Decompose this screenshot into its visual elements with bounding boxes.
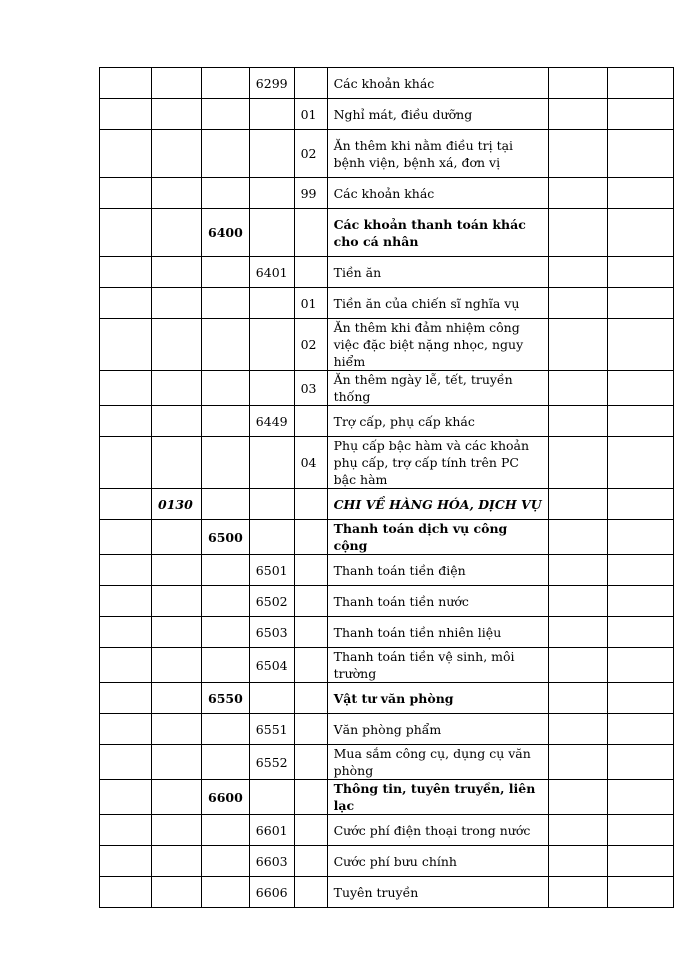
blank-cell-right — [607, 520, 673, 555]
description-cell: Trợ cấp, phụ cấp khác — [327, 406, 548, 437]
blank-cell-right — [548, 520, 607, 555]
muc-code-cell — [249, 209, 294, 257]
loai-code-cell — [152, 99, 202, 130]
blank-cell-right — [607, 815, 673, 846]
description-cell: Ăn thêm khi nằm điều trị tại bệnh viện, bệnh xá, đơn vị — [327, 130, 548, 178]
nhom-code-cell — [202, 877, 250, 908]
blank-cell-right — [548, 288, 607, 319]
tieumuc-code-cell: 03 — [294, 371, 327, 406]
blank-cell-right — [607, 714, 673, 745]
description-cell: CHI VỀ HÀNG HÓA, DỊCH VỤ — [327, 489, 548, 520]
muc-code-cell — [249, 489, 294, 520]
blank-cell-right — [548, 846, 607, 877]
loai-code-cell — [152, 319, 202, 371]
nhom-code-cell — [202, 555, 250, 586]
blank-cell-right — [607, 489, 673, 520]
blank-cell-right — [548, 780, 607, 815]
loai-code-cell — [152, 209, 202, 257]
loai-code-cell — [152, 68, 202, 99]
blank-cell-right — [607, 371, 673, 406]
description-cell: Thông tin, tuyên truyền, liên lạc — [327, 780, 548, 815]
description-cell: Tiền ăn — [327, 257, 548, 288]
nhom-code-cell — [202, 371, 250, 406]
budget-code-table — [99, 67, 674, 908]
loai-code-cell — [152, 288, 202, 319]
table-row — [100, 846, 674, 877]
blank-cell-right — [607, 406, 673, 437]
blank-cell-left — [100, 520, 152, 555]
description-cell: Phụ cấp bậc hàm và các khoản phụ cấp, trợ cấp tính trên PC bậc hàm — [327, 437, 548, 489]
blank-cell-left — [100, 437, 152, 489]
table-row — [100, 489, 674, 520]
muc-code-cell: 6503 — [249, 617, 294, 648]
table-row — [100, 683, 674, 714]
table-row — [100, 555, 674, 586]
tieumuc-code-cell — [294, 209, 327, 257]
blank-cell-right — [548, 555, 607, 586]
blank-cell-left — [100, 877, 152, 908]
loai-code-cell — [152, 257, 202, 288]
description-cell: Ăn thêm ngày lễ, tết, truyền thống — [327, 371, 548, 406]
table-row — [100, 714, 674, 745]
muc-code-cell — [249, 437, 294, 489]
nhom-code-cell — [202, 288, 250, 319]
blank-cell-right — [548, 130, 607, 178]
blank-cell-right — [548, 257, 607, 288]
blank-cell-right — [607, 209, 673, 257]
blank-cell-right — [548, 406, 607, 437]
muc-code-cell — [249, 780, 294, 815]
table-row — [100, 815, 674, 846]
loai-code-cell — [152, 815, 202, 846]
description-cell: Thanh toán tiền nhiên liệu — [327, 617, 548, 648]
blank-cell-right — [607, 68, 673, 99]
blank-cell-right — [548, 617, 607, 648]
description-cell: Cước phí bưu chính — [327, 846, 548, 877]
blank-cell-right — [548, 68, 607, 99]
blank-cell-left — [100, 178, 152, 209]
table-row — [100, 617, 674, 648]
blank-cell-left — [100, 714, 152, 745]
tieumuc-code-cell — [294, 68, 327, 99]
table-row — [100, 648, 674, 683]
blank-cell-right — [607, 288, 673, 319]
description-cell: Các khoản thanh toán khác cho cá nhân — [327, 209, 548, 257]
blank-cell-left — [100, 99, 152, 130]
table-row — [100, 780, 674, 815]
tieumuc-code-cell — [294, 406, 327, 437]
blank-cell-right — [548, 877, 607, 908]
loai-code-cell — [152, 371, 202, 406]
nhom-code-cell — [202, 130, 250, 178]
muc-code-cell — [249, 371, 294, 406]
tieumuc-code-cell — [294, 877, 327, 908]
loai-code-cell — [152, 555, 202, 586]
loai-code-cell — [152, 406, 202, 437]
muc-code-cell — [249, 520, 294, 555]
blank-cell-left — [100, 683, 152, 714]
blank-cell-right — [548, 648, 607, 683]
loai-code-cell: 0130 — [152, 489, 202, 520]
blank-cell-right — [607, 683, 673, 714]
muc-code-cell: 6552 — [249, 745, 294, 780]
blank-cell-left — [100, 288, 152, 319]
nhom-code-cell — [202, 586, 250, 617]
blank-cell-left — [100, 617, 152, 648]
tieumuc-code-cell: 04 — [294, 437, 327, 489]
loai-code-cell — [152, 178, 202, 209]
blank-cell-right — [548, 209, 607, 257]
tieumuc-code-cell: 01 — [294, 288, 327, 319]
muc-code-cell: 6401 — [249, 257, 294, 288]
blank-cell-left — [100, 209, 152, 257]
table-row — [100, 406, 674, 437]
loai-code-cell — [152, 617, 202, 648]
blank-cell-right — [548, 683, 607, 714]
blank-cell-right — [607, 586, 673, 617]
blank-cell-right — [548, 586, 607, 617]
blank-cell-left — [100, 648, 152, 683]
blank-cell-right — [607, 257, 673, 288]
blank-cell-right — [548, 815, 607, 846]
tieumuc-code-cell — [294, 846, 327, 877]
tieumuc-code-cell: 99 — [294, 178, 327, 209]
table-row — [100, 99, 674, 130]
blank-cell-left — [100, 555, 152, 586]
muc-code-cell: 6504 — [249, 648, 294, 683]
tieumuc-code-cell — [294, 555, 327, 586]
table-row — [100, 130, 674, 178]
nhom-code-cell — [202, 178, 250, 209]
blank-cell-right — [548, 319, 607, 371]
blank-cell-right — [607, 99, 673, 130]
nhom-code-cell — [202, 489, 250, 520]
nhom-code-cell — [202, 815, 250, 846]
muc-code-cell: 6606 — [249, 877, 294, 908]
blank-cell-left — [100, 68, 152, 99]
loai-code-cell — [152, 846, 202, 877]
description-cell: Mua sắm công cụ, dụng cụ văn phòng — [327, 745, 548, 780]
description-cell: Thanh toán tiền vệ sinh, môi trường — [327, 648, 548, 683]
loai-code-cell — [152, 648, 202, 683]
blank-cell-right — [607, 745, 673, 780]
description-cell: Tiền ăn của chiến sĩ nghĩa vụ — [327, 288, 548, 319]
blank-cell-right — [607, 319, 673, 371]
nhom-code-cell — [202, 714, 250, 745]
blank-cell-right — [548, 489, 607, 520]
nhom-code-cell — [202, 617, 250, 648]
table-row — [100, 209, 674, 257]
tieumuc-code-cell — [294, 714, 327, 745]
nhom-code-cell: 6500 — [202, 520, 250, 555]
blank-cell-right — [548, 99, 607, 130]
description-cell: Các khoản khác — [327, 68, 548, 99]
blank-cell-right — [607, 437, 673, 489]
tieumuc-code-cell — [294, 586, 327, 617]
blank-cell-left — [100, 130, 152, 178]
description-cell: Tuyên truyền — [327, 877, 548, 908]
blank-cell-right — [607, 555, 673, 586]
nhom-code-cell — [202, 406, 250, 437]
nhom-code-cell — [202, 68, 250, 99]
loai-code-cell — [152, 683, 202, 714]
blank-cell-right — [607, 780, 673, 815]
table-row — [100, 877, 674, 908]
blank-cell-right — [607, 877, 673, 908]
muc-code-cell: 6501 — [249, 555, 294, 586]
tieumuc-code-cell — [294, 617, 327, 648]
tieumuc-code-cell: 02 — [294, 319, 327, 371]
tieumuc-code-cell: 02 — [294, 130, 327, 178]
tieumuc-code-cell — [294, 520, 327, 555]
muc-code-cell: 6603 — [249, 846, 294, 877]
loai-code-cell — [152, 586, 202, 617]
table-row — [100, 257, 674, 288]
blank-cell-right — [607, 178, 673, 209]
table-row — [100, 586, 674, 617]
description-cell: Ăn thêm khi đảm nhiệm công việc đặc biệt nặng nhọc, nguy hiểm — [327, 319, 548, 371]
blank-cell-right — [548, 745, 607, 780]
description-cell: Thanh toán dịch vụ công cộng — [327, 520, 548, 555]
blank-cell-left — [100, 257, 152, 288]
description-cell: Thanh toán tiền điện — [327, 555, 548, 586]
blank-cell-right — [607, 846, 673, 877]
muc-code-cell — [249, 99, 294, 130]
nhom-code-cell — [202, 257, 250, 288]
table-row — [100, 178, 674, 209]
loai-code-cell — [152, 745, 202, 780]
tieumuc-code-cell — [294, 780, 327, 815]
nhom-code-cell — [202, 437, 250, 489]
muc-code-cell: 6551 — [249, 714, 294, 745]
blank-cell-left — [100, 745, 152, 780]
muc-code-cell: 6449 — [249, 406, 294, 437]
blank-cell-left — [100, 586, 152, 617]
table-row — [100, 745, 674, 780]
nhom-code-cell — [202, 846, 250, 877]
description-cell: Các khoản khác — [327, 178, 548, 209]
nhom-code-cell — [202, 648, 250, 683]
tieumuc-code-cell — [294, 683, 327, 714]
loai-code-cell — [152, 877, 202, 908]
tieumuc-code-cell — [294, 815, 327, 846]
table-row — [100, 288, 674, 319]
muc-code-cell: 6299 — [249, 68, 294, 99]
loai-code-cell — [152, 520, 202, 555]
tieumuc-code-cell — [294, 745, 327, 780]
muc-code-cell — [249, 683, 294, 714]
blank-cell-right — [607, 617, 673, 648]
loai-code-cell — [152, 437, 202, 489]
tieumuc-code-cell: 01 — [294, 99, 327, 130]
table-row — [100, 437, 674, 489]
description-cell: Văn phòng phẩm — [327, 714, 548, 745]
blank-cell-left — [100, 406, 152, 437]
table-row — [100, 68, 674, 99]
blank-cell-left — [100, 815, 152, 846]
tieumuc-code-cell — [294, 257, 327, 288]
blank-cell-left — [100, 319, 152, 371]
nhom-code-cell: 6600 — [202, 780, 250, 815]
blank-cell-left — [100, 780, 152, 815]
nhom-code-cell: 6550 — [202, 683, 250, 714]
nhom-code-cell — [202, 99, 250, 130]
loai-code-cell — [152, 714, 202, 745]
loai-code-cell — [152, 130, 202, 178]
muc-code-cell: 6601 — [249, 815, 294, 846]
description-cell: Vật tư văn phòng — [327, 683, 548, 714]
tieumuc-code-cell — [294, 648, 327, 683]
blank-cell-right — [607, 648, 673, 683]
muc-code-cell: 6502 — [249, 586, 294, 617]
table-row — [100, 319, 674, 371]
nhom-code-cell — [202, 745, 250, 780]
blank-cell-right — [548, 714, 607, 745]
description-cell: Thanh toán tiền nước — [327, 586, 548, 617]
blank-cell-right — [548, 371, 607, 406]
muc-code-cell — [249, 130, 294, 178]
blank-cell-left — [100, 846, 152, 877]
nhom-code-cell — [202, 319, 250, 371]
table-row — [100, 520, 674, 555]
muc-code-cell — [249, 178, 294, 209]
muc-code-cell — [249, 288, 294, 319]
muc-code-cell — [249, 319, 294, 371]
table-row — [100, 371, 674, 406]
blank-cell-right — [607, 130, 673, 178]
description-cell: Cước phí điện thoại trong nước — [327, 815, 548, 846]
blank-cell-left — [100, 489, 152, 520]
nhom-code-cell: 6400 — [202, 209, 250, 257]
tieumuc-code-cell — [294, 489, 327, 520]
description-cell: Nghỉ mát, điều dưỡng — [327, 99, 548, 130]
blank-cell-right — [548, 178, 607, 209]
table-body — [100, 68, 674, 908]
blank-cell-left — [100, 371, 152, 406]
blank-cell-right — [548, 437, 607, 489]
loai-code-cell — [152, 780, 202, 815]
